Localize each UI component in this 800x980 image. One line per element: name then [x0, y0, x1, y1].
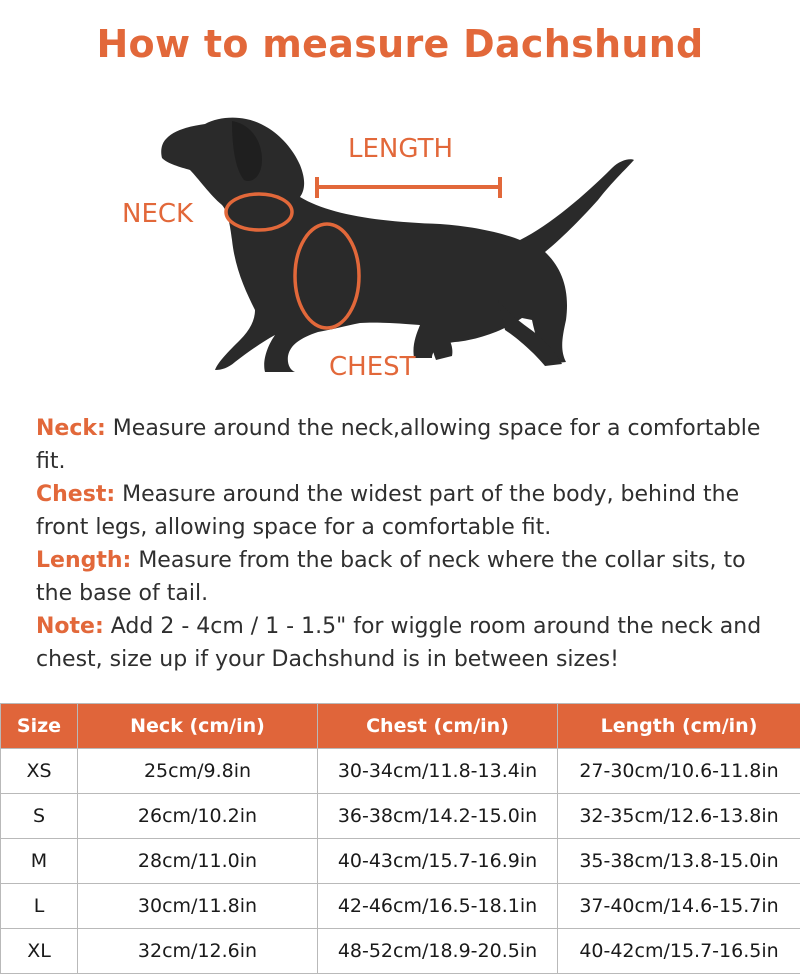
instruction-text: Measure from the back of neck where the collar sits, to the base of tail. — [36, 548, 746, 606]
chest-label: CHEST — [329, 352, 416, 382]
length-arrow — [317, 177, 500, 198]
length-label: LENGTH — [348, 134, 454, 164]
cell-length: 32-35cm/12.6-13.8in — [558, 794, 800, 839]
cell-neck: 30cm/11.8in — [78, 884, 318, 929]
header-length: Length (cm/in) — [558, 704, 800, 749]
dachshund-diagram-svg — [100, 100, 660, 390]
instruction-term: Chest: — [36, 482, 116, 507]
page-title: How to measure Dachshund — [96, 22, 704, 66]
instruction-neck — [36, 412, 776, 478]
neck-label: NECK — [122, 199, 194, 229]
instruction-chest — [36, 478, 776, 544]
cell-size: XS — [1, 749, 78, 794]
cell-chest: 36-38cm/14.2-15.0in — [318, 794, 558, 839]
table-row — [1, 884, 800, 929]
cell-chest: 42-46cm/16.5-18.1in — [318, 884, 558, 929]
cell-neck: 26cm/10.2in — [78, 794, 318, 839]
cell-size: M — [1, 839, 78, 884]
instruction-length — [36, 544, 776, 610]
size-chart-table — [0, 703, 800, 974]
header-size: Size — [1, 704, 78, 749]
header-neck: Neck (cm/in) — [78, 704, 318, 749]
cell-neck: 25cm/9.8in — [78, 749, 318, 794]
instruction-text: Measure around the neck,allowing space for a comfortable fit. — [36, 416, 761, 474]
cell-size: S — [1, 794, 78, 839]
table-row — [1, 929, 800, 974]
cell-length: 40-42cm/15.7-16.5in — [558, 929, 800, 974]
cell-chest: 30-34cm/11.8-13.4in — [318, 749, 558, 794]
instruction-note — [36, 610, 776, 676]
cell-neck: 28cm/11.0in — [78, 839, 318, 884]
cell-chest: 40-43cm/15.7-16.9in — [318, 839, 558, 884]
cell-size: L — [1, 884, 78, 929]
cell-neck: 32cm/12.6in — [78, 929, 318, 974]
cell-length: 35-38cm/13.8-15.0in — [558, 839, 800, 884]
instruction-text: Add 2 - 4cm / 1 - 1.5" for wiggle room around the neck and chest, size up if your Dachshund is in between sizes! — [36, 614, 762, 672]
instruction-text: Measure around the widest part of the body, behind the front legs, allowing space for a comfortable fit. — [36, 482, 740, 540]
table-header-row — [1, 704, 800, 749]
cell-length: 37-40cm/14.6-15.7in — [558, 884, 800, 929]
measurement-instructions — [36, 412, 776, 676]
cell-size: XL — [1, 929, 78, 974]
instruction-term: Length: — [36, 548, 132, 573]
dachshund-measure-diagram — [100, 100, 660, 390]
table-row — [1, 794, 800, 839]
cell-length: 27-30cm/10.6-11.8in — [558, 749, 800, 794]
instruction-term: Note: — [36, 614, 104, 639]
instruction-term: Neck: — [36, 416, 106, 441]
table-row — [1, 749, 800, 794]
table-row — [1, 839, 800, 884]
cell-chest: 48-52cm/18.9-20.5in — [318, 929, 558, 974]
header-chest: Chest (cm/in) — [318, 704, 558, 749]
